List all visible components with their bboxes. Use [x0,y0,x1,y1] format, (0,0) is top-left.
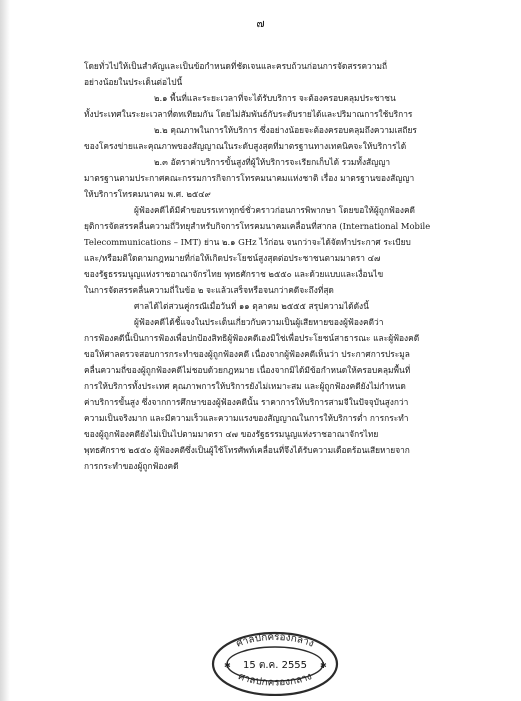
text-line: การกระทำของผู้ถูกฟ้องคดี [84,461,179,471]
text-line: ผู้ฟ้องคดีได้ชี้แจงในประเด็นเกี่ยวกับความเป็นผู้เสียหายของผู้ฟ้องคดีว่า [134,317,384,327]
text-line: ผู้ฟ้องคดีได้มีคำขอบรรเทาทุกข์ชั่วคราวก่อนการพิพากษา โดยขอให้ผู้ถูกฟ้องคดี [134,205,415,215]
text-line: ๒.๑ พื้นที่และระยะเวลาที่จะได้รับบริการ จะต้องครอบคลุมประชาชน [154,93,396,103]
text-line: การให้บริการทั้งประเทศ คุณภาพการให้บริการยังไม่เหมาะสม และผู้ถูกฟ้องคดียังไม่กำหนด [84,381,406,391]
body-text [84,58,448,474]
stamp-star-left-icon: ✱ [224,661,231,670]
stamp-bottom-text: ศาลปกครองกลาง [236,671,314,689]
text-line: ค่าบริการขั้นสูง ซึ่งจากการศึกษาของผู้ฟ้องคดีนั้น ราคาการให้บริการสามจีในปัจจุบันสูงกว่า [84,397,409,407]
text-line: พุทธศักราช ๒๕๕๐ ผู้ฟ้องคดีซึ่งเป็นผู้ใช้โทรศัพท์เคลื่อนที่จึงได้รับความเดือดร้อนเสียหายจาก [84,445,410,455]
text-line: ของผู้ถูกฟ้องคดียังไม่เป็นไปตามมาตรา ๔๗ ของรัฐธรรมนูญแห่งราชอาณาจักรไทย [84,429,379,439]
text-line: ศาลได้ไต่สวนคู่กรณีเมื่อวันที่ ๑๑ ตุลาคม ๒๕๕๕ สรุปความได้ดังนี้ [134,301,369,311]
text-line: ยุติการจัดสรรคลื่นความถี่วิทยุสำหรับกิจการโทรคมนาคมเคลื่อนที่สากล (International Mobile [84,221,431,231]
text-line: และ/หรือมติใดตามกฎหมายที่ก่อให้เกิดประโยชน์สูงสุดต่อประชาชนตามมาตรา ๔๗ [84,253,381,263]
text-line: ความเป็นจริงมาก และมีความเร็วและความแรงของสัญญาณในการให้บริการต่ำ การกระทำ [84,413,409,423]
text-line: ๒.๒ คุณภาพในการให้บริการ ซึ่งอย่างน้อยจะต้องครอบคลุมถึงความเสถียร [154,125,417,135]
text-line: การฟ้องคดีนี้เป็นการฟ้องเพื่อปกป้องสิทธิผู้ฟ้องคดีเองมิใช่เพื่อประโยชน์สาธารณะ และผู้ฟ้องคดี [84,333,420,343]
page-number: ๗ [256,17,265,30]
text-line: Telecommunications – IMT) ย่าน ๒.๑ GHz ไว้ก่อน จนกว่าจะได้จัดทำประกาศ ระเบียบ [84,237,411,247]
court-date-stamp [210,630,340,696]
text-line: ในการจัดสรรคลื่นความถี่ในข้อ ๒ จะแล้วเสร็จหรือจนกว่าคดีจะถึงที่สุด [84,285,334,295]
binding-edge [0,0,10,701]
text-line: คลื่นความถี่ของผู้ถูกฟ้องคดีไม่ชอบด้วยกฎหมาย เนื่องจากมิได้มีข้อกำหนดให้ครอบคลุมพื้นที่ [84,365,411,375]
text-line: ให้บริการโทรคมนาคม พ.ศ. ๒๕๔๙ [84,189,211,199]
stamp-star-right-icon: ✱ [320,661,327,670]
text-line: ของรัฐธรรมนูญแห่งราชอาณาจักรไทย พุทธศักราช ๒๕๕๐ และด้วยแบบและเงื่อนไข [84,269,384,279]
text-line: โดยทั่วไปให้เป็นสำคัญและเป็นข้อกำหนดที่ชัดเจนและครบถ้วนก่อนการจัดสรรความถี่ [84,61,388,71]
text-line: ๒.๓ อัตราค่าบริการขั้นสูงที่ผู้ให้บริการจะเรียกเก็บได้ รวมทั้งสัญญา [154,157,391,167]
text-line: ทั้งประเทศในระยะเวลาที่ดทเทียมกัน โดยไม่สัมพันธ์กับระดับรายได้และปริมาณการใช้บริการ [84,109,413,119]
stamp-date: 15 ต.ค. 2555 [242,660,308,671]
svg-text:ศาลปกครองกลาง [237,671,314,688]
text-line: ของโครงข่ายและคุณภาพของสัญญาณในระดับสูงสุดที่มาตรฐานทางเทคนิคจะให้บริการได้ [84,141,407,151]
text-line: ขอให้ศาลตรวจสอบการกระทำของผู้ถูกฟ้องคดี เนื่องจากผู้ฟ้องคดีเห็นว่า ประกาศการประมูล [84,349,410,359]
text-line: อย่างน้อยในประเด็นต่อไปนี้ [84,77,183,87]
stamp-top-text: ศาลปกครองกลาง [234,631,316,650]
text-line: มาตรฐานตามประกาศคณะกรรมการกิจการโทรคมนาคมแห่งชาติ เรื่อง มาตรฐานของสัญญา [84,173,415,183]
